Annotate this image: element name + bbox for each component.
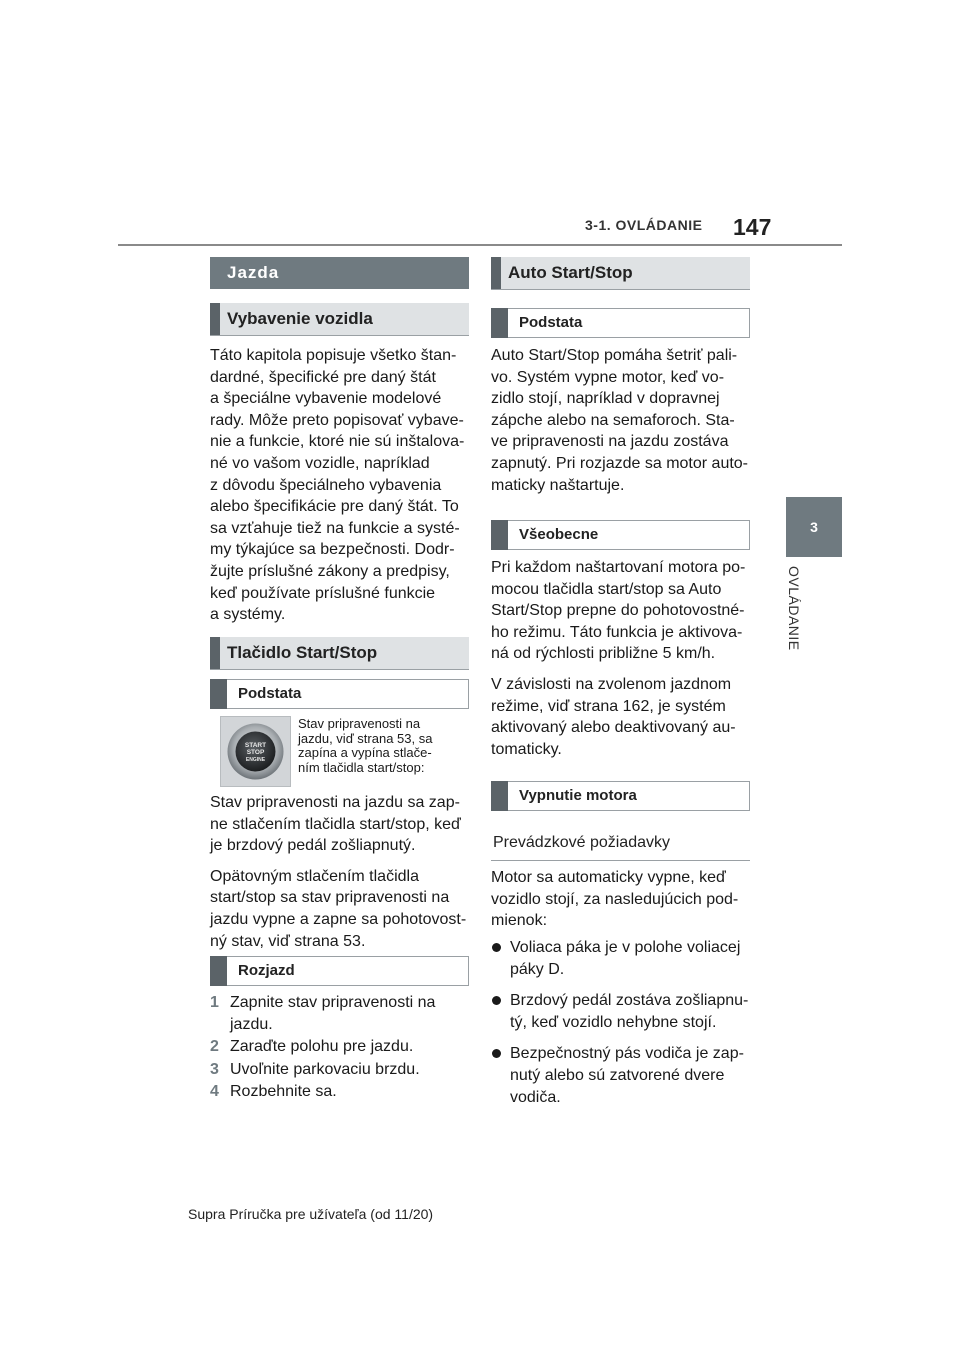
label-box-podstata-right: [491, 308, 750, 338]
prevadzkove-paragraph: Motor sa automaticky vypne, keď vozidlo stojí, za nasledujúcich pod- mienok:: [491, 869, 739, 930]
chapter-side-label-text: OVLÁDANIE: [786, 566, 802, 651]
list-item-text: Brzdový pedál zostáva zošliapnu- tý, keď vozidlo nehybne stojí.: [510, 992, 749, 1031]
list-item-text: Voliaca páka je v polohe voliacej páky D.: [510, 939, 741, 978]
step-number: 1: [210, 994, 219, 1011]
title-marker: [210, 303, 220, 335]
box-marker: [491, 308, 508, 338]
label-box-podstata-right-text: Podstata: [519, 314, 583, 331]
page-number: 147: [733, 214, 772, 240]
bullet-icon: [492, 996, 501, 1005]
subsection-title-vybavenie-text: Vybavenie vozidla: [227, 309, 373, 328]
chapter-side-label: [780, 566, 808, 666]
subsection-title-vybavenie: [210, 303, 469, 336]
vseobecne-para-1: Pri každom naštartovaní motora po- mocou tlačidla start/stop sa Auto Start/Stop prepne do pohotovostné- ho režimu. Táto funkcia je aktivova- ná od rýchlosti približne 5 km/h.: [491, 559, 746, 663]
vseobecne-paragraphs: [491, 557, 755, 760]
bullet-icon: [492, 1049, 501, 1058]
label-box-rozjazd-text: Rozjazd: [238, 962, 295, 979]
image-caption: Stav pripravenosti na jazdu, viď strana 53, sa zapína a vypína stlače- ním tlačidla start/stop:: [298, 716, 433, 775]
label-box-vypnutie: [491, 781, 750, 811]
list-item: [491, 1043, 755, 1108]
chapter-tab: 3: [786, 497, 842, 557]
step-item: [210, 1081, 472, 1103]
step-text: Rozbehnite sa.: [230, 1083, 337, 1101]
tlacidlo-para-1: Stav pripravenosti na jazdu sa zap- ne stlačením tlačidla start/stop, keď je brzdový pedál zošliapnutý.: [210, 794, 461, 855]
vybavenie-paragraph: Táto kapitola popisuje všetko štan- dardné, špecifické pre daný štát a špeciálne vybavenie modelové rady. Môže preto popisovať vybave- nie a funkcie, ktoré nie sú inštalova- né vo vašom vozidle, napríklad z dôvodu špeciálneho vybavenia alebo špecifikácie pre daný štát. To sa vzťahuje tiež na funkcie a systé- my týkajúce sa bezpečnosti. Dodr- žujte príslušné zákony a predpisy, keď používate príslušné funkcie a systémy.: [210, 347, 465, 624]
step-text: Zaraďte polohu pre jazdu.: [230, 1038, 414, 1056]
list-item-text: Bezpečnostný pás vodiča je zap- nutý alebo sú zatvorené dvere vodiča.: [510, 1045, 744, 1106]
box-marker: [491, 781, 508, 811]
label-box-podstata-left: [210, 679, 469, 709]
step-text: Uvoľnite parkovaciu brzdu.: [230, 1060, 420, 1078]
header-rule: [118, 244, 842, 246]
podstata-paragraph: Auto Start/Stop pomáha šetriť pali- vo. Systém vypne motor, keď vo- zidlo stojí, napríklad v dopravnej zápche alebo na semaforoch. Sta- ve pripravenosti na jazdu zostáva zapnutý. Pri rozjazde sa motor auto- maticky naštartuje.: [491, 347, 749, 494]
step-number: 3: [210, 1060, 219, 1078]
step-number: 2: [210, 1038, 219, 1056]
list-item: [491, 990, 755, 1033]
tlacidlo-paragraphs: [210, 792, 472, 952]
button-text-stop: STOP: [246, 749, 265, 756]
start-stop-button-image: [220, 716, 291, 787]
step-text: Zapnite stav pripravenosti na jazdu.: [230, 994, 436, 1033]
subheading-prevadzkove: [491, 826, 750, 861]
section-title-jazda: [210, 257, 469, 289]
vseobecne-para-2: V závislosti na zvolenom jazdnom režime, viď strana 162, je systém aktivovaný alebo deaktivovaný au- tomaticky.: [491, 675, 736, 758]
section-title-jazda-text: Jazda: [227, 263, 280, 282]
label-box-vseobecne-text: Všeobecne: [519, 526, 599, 543]
box-marker: [210, 956, 227, 986]
start-stop-button-icon: [221, 717, 290, 786]
box-marker: [210, 679, 227, 709]
step-item: [210, 1059, 472, 1081]
label-box-rozjazd: [210, 956, 469, 986]
conditions-list: [491, 937, 755, 1118]
title-marker: [210, 637, 220, 669]
section-title-auto-start-stop: [491, 257, 750, 290]
list-item: [491, 937, 755, 980]
button-text-engine: ENGINE: [245, 757, 266, 763]
rozjazd-steps: [210, 992, 472, 1104]
step-item: [210, 1036, 472, 1058]
label-box-vypnutie-text: Vypnutie motora: [519, 787, 637, 804]
section-title-auto-start-stop-text: Auto Start/Stop: [508, 263, 633, 282]
subsection-title-tlacidlo-text: Tlačidlo Start/Stop: [227, 643, 378, 662]
step-item: [210, 992, 472, 1035]
step-number: 4: [210, 1083, 219, 1101]
running-header-section: 3-1. OVLÁDANIE: [585, 217, 703, 233]
title-marker: [491, 257, 501, 289]
bullet-icon: [492, 943, 501, 952]
page-footer: Supra Príručka pre užívateľa (od 11/20): [188, 1206, 434, 1222]
label-box-podstata-left-text: Podstata: [238, 685, 302, 702]
box-marker: [491, 520, 508, 550]
subsection-title-tlacidlo: [210, 637, 469, 670]
subheading-prevadzkove-text: Prevádzkové požiadavky: [493, 834, 670, 851]
label-box-vseobecne: [491, 520, 750, 550]
tlacidlo-para-2: Opätovným stlačením tlačidla start/stop sa stav pripravenosti na jazdu vypne a zapne sa pohotovost- ný stav, viď strana 53.: [210, 867, 467, 950]
button-text-start: START: [244, 742, 267, 749]
